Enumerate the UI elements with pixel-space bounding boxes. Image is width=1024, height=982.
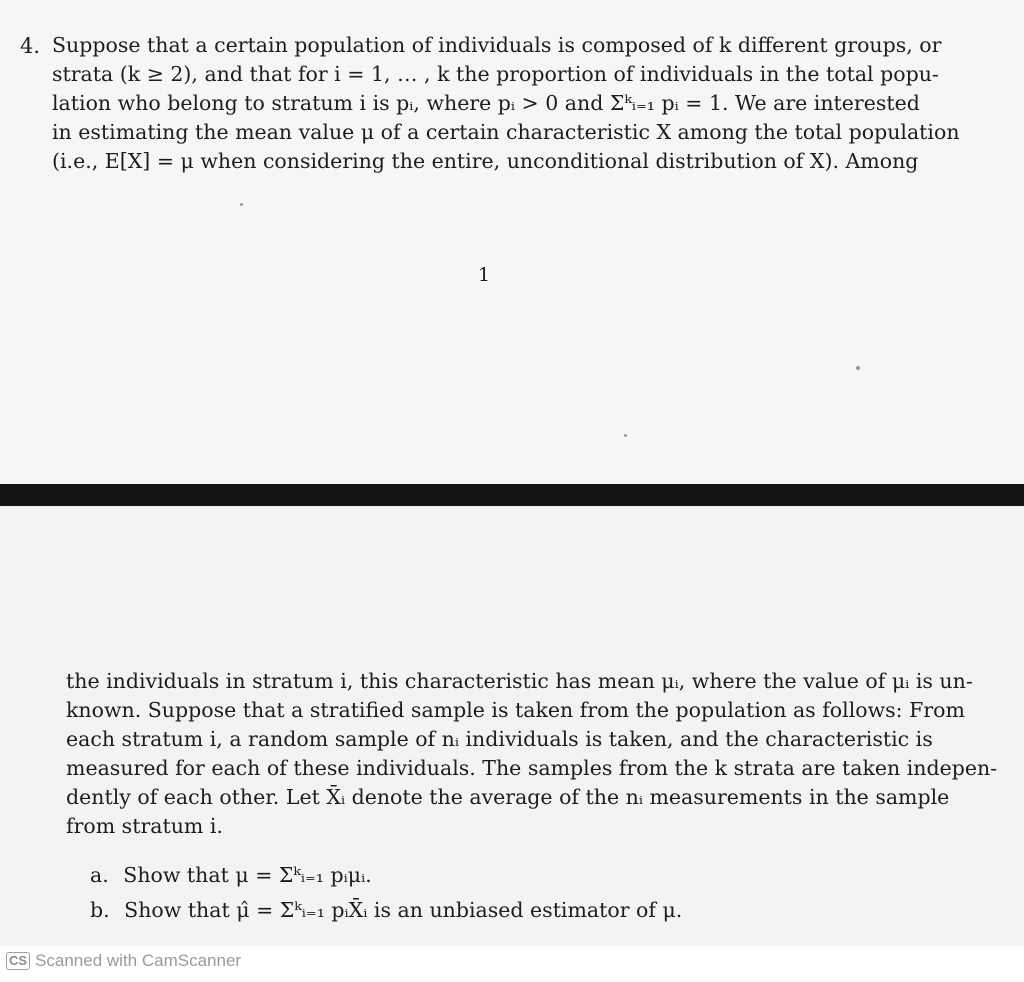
text-line: in estimating the mean value μ of a certain characteristic X among the total population: [52, 120, 960, 144]
text-line: lation who belong to stratum i is pᵢ, where pᵢ > 0 and Σᵏᵢ₌₁ pᵢ = 1. We are interested: [52, 91, 920, 115]
scanner-watermark: [6, 951, 241, 971]
text-line: Suppose that a certain population of individuals is composed of k different groups, or: [52, 33, 942, 57]
scan-speck: [856, 366, 860, 370]
text-line: the individuals in stratum i, this characteristic has mean μᵢ, where the value of μᵢ is un-: [66, 669, 973, 693]
text-line: each stratum i, a random sample of nᵢ individuals is taken, and the characteristic is: [66, 727, 933, 751]
page-divider-bar: [0, 484, 1024, 506]
text-line: measured for each of these individuals. The samples from the k strata are taken indepen-: [66, 756, 998, 780]
part-a: [90, 858, 682, 893]
text-line: strata (k ≥ 2), and that for i = 1, … , k the proportion of individuals in the total popu-: [52, 62, 939, 86]
camscanner-logo-icon: CS: [6, 952, 30, 970]
part-label: b.: [90, 898, 110, 922]
text-line: known. Suppose that a stratified sample is taken from the population as follows: From: [66, 698, 965, 722]
problem-parts-list: [90, 858, 682, 928]
part-b: [90, 893, 682, 928]
scanner-watermark-text: Scanned with CamScanner: [35, 951, 242, 970]
part-label: a.: [90, 863, 109, 887]
scan-speck: [240, 203, 243, 206]
page-number: 1: [478, 264, 491, 286]
scan-speck: [624, 434, 627, 437]
problem-number: 4.: [20, 34, 41, 58]
part-text: Show that μ = Σᵏᵢ₌₁ pᵢμᵢ.: [123, 863, 372, 887]
text-line: dently of each other. Let X̄ᵢ denote the average of the nᵢ measurements in the sample: [66, 785, 950, 809]
text-line: from stratum i.: [66, 814, 223, 838]
problem-continuation-paragraph: [66, 667, 998, 841]
text-line: (i.e., E[X] = μ when considering the entire, unconditional distribution of X). Among: [52, 149, 919, 173]
problem-intro-paragraph: [52, 31, 982, 176]
part-text: Show that μ̂ = Σᵏᵢ₌₁ pᵢX̄ᵢ is an unbiased estimator of μ.: [124, 898, 683, 922]
